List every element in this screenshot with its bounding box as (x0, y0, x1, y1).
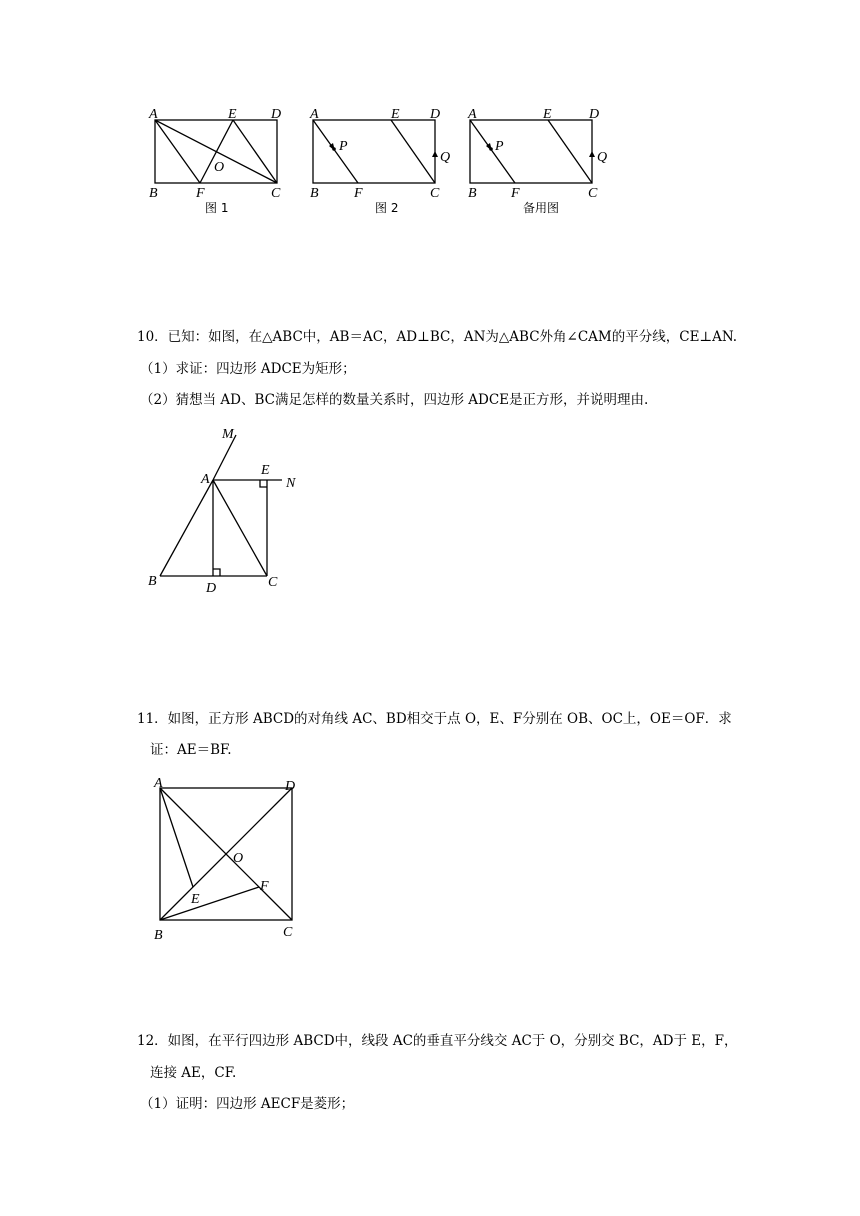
q11-label-f: F (260, 879, 269, 894)
fig2-label-d: D (430, 107, 441, 122)
q11-line2: 证：AE＝BF. (150, 742, 232, 758)
fig3-label-d: D (589, 107, 600, 122)
q11-line1: 11．如图，正方形 ABCD的对角线 AC、BD相交于点 O，E、F分别在 OB、OC上，OE＝OF．求 (137, 711, 732, 727)
q12-part1: （1）证明：四边形 AECF是菱形； (140, 1096, 355, 1112)
fig2-label-p: P (339, 139, 348, 154)
fig2-label-a: A (310, 107, 319, 122)
fig2-segment-af (313, 120, 358, 183)
fig1-label-f: F (196, 186, 205, 201)
q10-side-ab (160, 480, 213, 576)
fig2-p-dot (332, 147, 336, 151)
fig1-caption: 图 1 (205, 201, 229, 215)
fig3-label-e: E (543, 107, 552, 122)
q11-figure (145, 773, 310, 943)
q10-figure-svg (140, 420, 320, 595)
q12-line1: 12．如图，在平行四边形 ABCD中，线段 AC的垂直平分线交 AC于 O，分别交 BC，AD于 E，F， (137, 1033, 738, 1049)
q10-right-angle-e-icon (260, 480, 267, 487)
q11-label-a: A (154, 776, 163, 791)
fig3-label-c: C (588, 186, 598, 201)
fig1-label-d: D (271, 107, 282, 122)
fig2-label-b: B (310, 186, 319, 201)
q10-label-c: C (268, 575, 278, 590)
fig3-caption: 备用图 (523, 201, 560, 215)
q11-segment-ae (160, 788, 193, 887)
fig3-segment-ec (548, 120, 592, 183)
q11-label-c: C (283, 925, 293, 940)
q11-label-b: B (154, 928, 163, 943)
fig1-label-c: C (271, 186, 281, 201)
q10-label-b: B (148, 574, 157, 589)
q10-label-a: A (201, 472, 210, 487)
fig3-label-q: Q (597, 150, 608, 165)
q12-line2: 连接 AE，CF. (150, 1065, 237, 1081)
fig3-label-a: A (468, 107, 477, 122)
q11-label-d: D (285, 779, 296, 794)
q10-side-ac (213, 480, 267, 576)
fig1-label-b: B (149, 186, 158, 201)
q10-stem: 10．已知：如图，在△ABC中，AB＝AC，AD⊥BC，AN为△ABC外角∠CAM的平分线，CE⊥AN. (137, 329, 738, 345)
fig2-label-q: Q (440, 150, 451, 165)
top-figures-svg (140, 100, 620, 225)
fig2-q-arrow-icon (432, 151, 438, 157)
fig1-segment-ec (233, 120, 277, 183)
fig2-label-e: E (391, 107, 400, 122)
fig3-label-f: F (511, 186, 520, 201)
fig1-label-a: A (149, 107, 158, 122)
q10-figure (140, 420, 320, 595)
fig3-label-p: P (495, 139, 504, 154)
fig3-segment-af (470, 120, 515, 183)
fig1-label-o: O (214, 160, 225, 175)
q11-label-e: E (191, 892, 200, 907)
top-figures (140, 100, 620, 225)
fig3-p-dot (489, 147, 493, 151)
q10-label-e: E (261, 463, 270, 478)
fig3-label-b: B (468, 186, 477, 201)
q10-label-m: M (222, 427, 234, 442)
fig2-label-f: F (354, 186, 363, 201)
q10-label-n: N (286, 476, 296, 491)
q10-part1: （1）求证：四边形 ADCE为矩形； (140, 361, 356, 377)
fig3-rectangle (470, 120, 592, 183)
fig2-rectangle (313, 120, 435, 183)
fig3-q-arrow-icon (589, 151, 595, 157)
fig2-caption: 图 2 (375, 201, 399, 215)
q11-label-o: O (233, 851, 244, 866)
fig2-label-c: C (430, 186, 440, 201)
q11-figure-svg (145, 773, 310, 943)
fig1-segment-af (155, 120, 200, 183)
q10-right-angle-d-icon (213, 569, 220, 576)
fig2-segment-ec (391, 120, 435, 183)
q10-part2: （2）猜想当 AD、BC满足怎样的数量关系时，四边形 ADCE是正方形，并说明理由. (140, 392, 649, 408)
fig1-label-e: E (228, 107, 237, 122)
q11-segment-bf (160, 887, 259, 920)
q10-label-d: D (206, 581, 217, 596)
